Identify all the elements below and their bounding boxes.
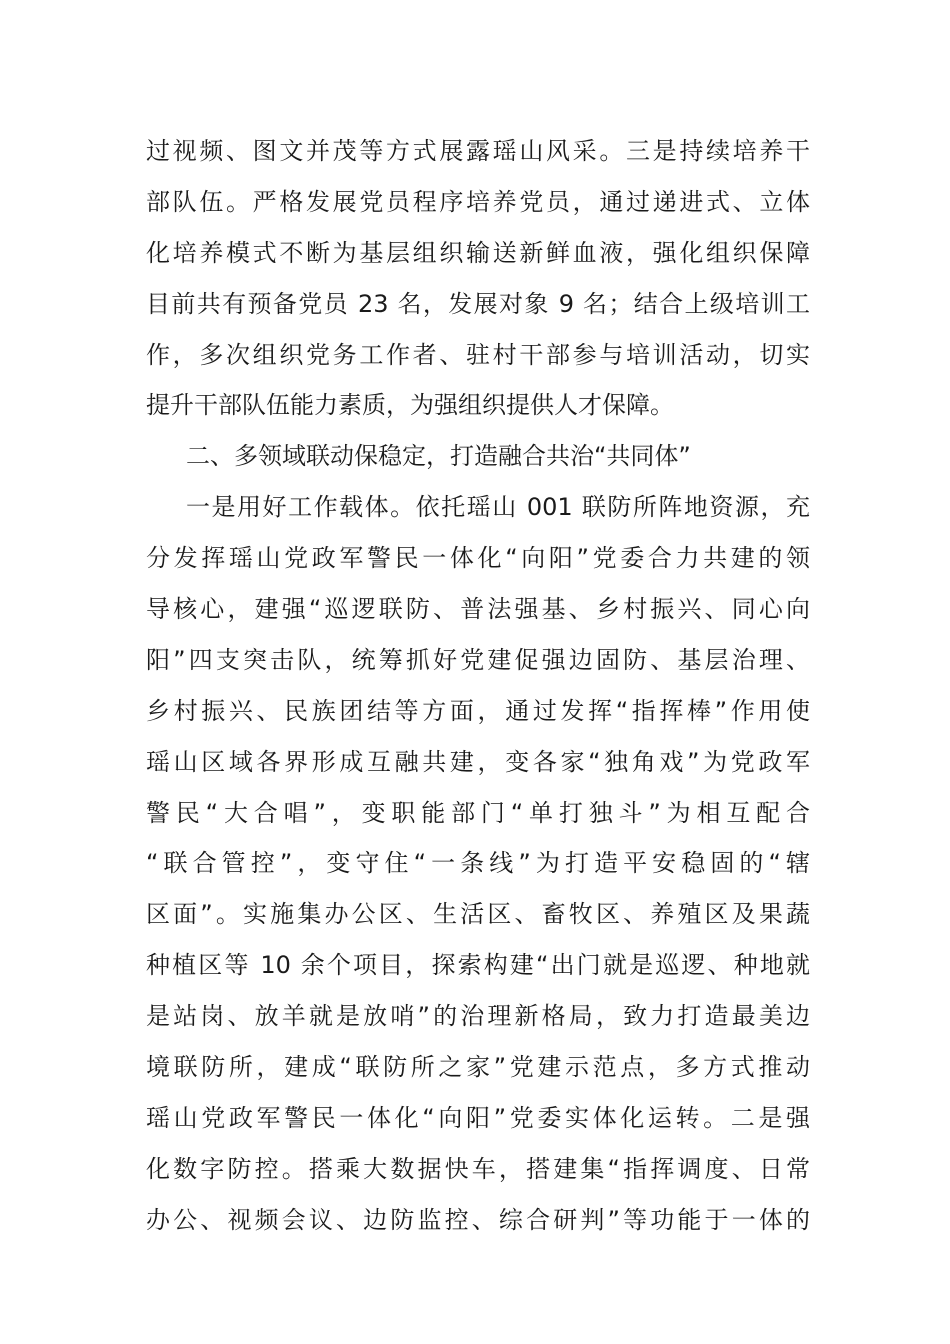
text-line: 部队伍。严格发展党员程序培养党员，通过递进式、立体 <box>146 187 810 216</box>
text-line: 作，多次组织党务工作者、驻村干部参与培训活动，切实 <box>146 340 810 369</box>
body-text <box>146 126 810 1246</box>
section-heading: 二、多领域联动保稳定，打造融合共治“共同体” <box>186 442 691 471</box>
text-line: 区面”。实施集办公区、生活区、畜牧区、养殖区及果蔬 <box>146 900 810 929</box>
text-line: 种植区等 10 余个项目，探索构建“出门就是巡逻、种地就 <box>146 951 810 980</box>
text-line: 阳”四支突击队，统筹抓好党建促强边固防、基层治理、 <box>146 645 810 674</box>
text-line: 是站岗、放羊就是放哨”的治理新格局，致力打造最美边 <box>146 1002 810 1031</box>
text-line: “联合管控”，变守住“一条线”为打造平安稳固的“辖 <box>146 849 810 878</box>
text-line: 办公、视频会议、边防监控、综合研判”等功能于一体的 <box>146 1205 810 1234</box>
text-line: 化培养模式不断为基层组织输送新鲜血液，强化组织保障 <box>146 238 810 267</box>
text-line: 境联防所，建成“联防所之家”党建示范点，多方式推动 <box>146 1053 810 1082</box>
text-line: 导核心，建强“巡逻联防、普法强基、乡村振兴、同心向 <box>146 595 810 624</box>
text-line: 一是用好工作载体。依托瑶山 001 联防所阵地资源，充 <box>186 493 810 522</box>
text-line: 瑶山党政军警民一体化“向阳”党委实体化运转。二是强 <box>146 1103 810 1132</box>
text-line: 分发挥瑶山党政军警民一体化“向阳”党委合力共建的领 <box>146 544 810 573</box>
text-line: 化数字防控。搭乘大数据快车，搭建集“指挥调度、日常 <box>146 1154 810 1183</box>
text-line: 乡村振兴、民族团结等方面，通过发挥“指挥棒”作用使 <box>146 696 810 725</box>
text-line: 过视频、图文并茂等方式展露瑶山风采。三是持续培养干 <box>146 137 810 165</box>
text-line: 瑶山区域各界形成互融共建，变各家“独角戏”为党政军 <box>146 747 810 776</box>
text-line: 提升干部队伍能力素质，为强组织提供人才保障。 <box>146 391 674 420</box>
text-line: 目前共有预备党员 23 名，发展对象 9 名；结合上级培训工 <box>146 289 810 318</box>
text-line: 警民“大合唱”，变职能部门“单打独斗”为相互配合 <box>146 798 810 827</box>
